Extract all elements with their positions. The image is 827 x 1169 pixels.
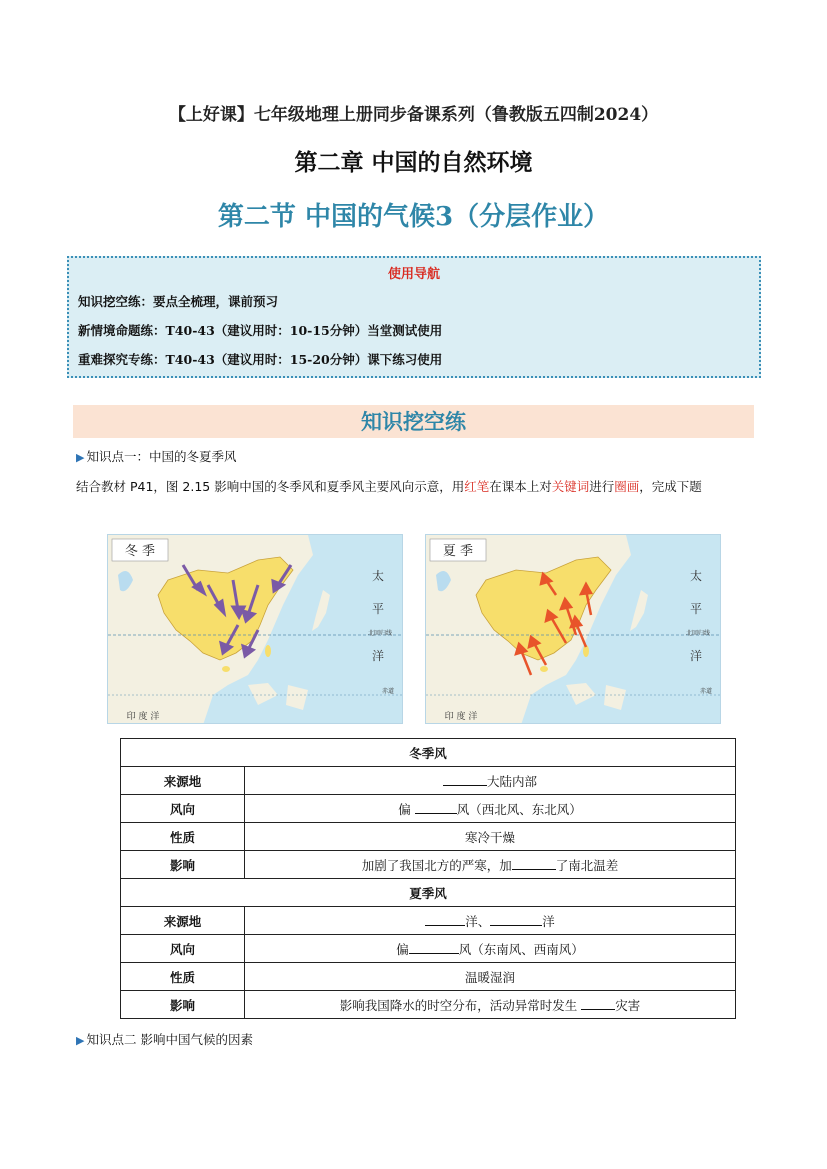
row-label: 风向 [121,935,245,963]
row-label: 影响 [121,991,245,1019]
guide-title: 使用导航 [387,267,440,282]
table-row [121,823,736,851]
table-row [121,795,736,823]
equator-label: 赤道 [699,688,713,695]
table-row [121,963,736,991]
ocean-label: 洋 [689,649,703,663]
monsoon-table [120,738,736,1019]
summer-monsoon-map [425,534,721,724]
table-cell: 温暖湿润 [245,963,736,991]
fill-blank[interactable] [490,913,542,926]
table-row [121,851,736,879]
indian-ocean-label: 印 度 洋 [126,712,160,722]
instruction-text: ，完成下题 [639,479,702,494]
instruction-text: 结合教材 P41，图 2.15 影响中国的冬季风和夏季风主要风向示意，用 [76,479,465,494]
table-row [121,767,736,795]
guide-line-knowledge: 知识挖空练：要点全梳理，课前预习 [78,294,279,309]
instruction-text: 在课本上对 [489,479,552,494]
winter-monsoon-header: 冬季风 [121,739,736,767]
knowledge-point-2 [76,1030,253,1048]
fill-blank[interactable] [425,913,465,926]
ocean-label: 太 [371,569,385,583]
table-cell: 偏 风（东南风、西南风） [245,935,736,963]
fill-blank[interactable] [581,997,615,1010]
table-cell: 偏 风（西北风、东北风） [245,795,736,823]
row-label: 性质 [121,823,245,851]
summer-monsoon-header: 夏季风 [121,879,736,907]
series-title: 【上好课】七年级地理上册同步备课系列（鲁教版五四制2024） [168,105,659,125]
tropic-label: 北回归线 [367,630,393,637]
usage-guide-box [67,256,761,378]
triangle-marker-icon: ▶ [76,451,85,464]
ocean-label: 太 [689,569,703,583]
knowledge-point-2-title: 知识点二 影响中国气候的因素 [86,1032,253,1047]
table-cell: 大陆内部 [245,767,736,795]
section-title: 第二节 中国的气候3（分层作业） [217,202,610,232]
knowledge-point-1 [76,447,236,465]
map-season-label: 夏 季 [442,544,474,559]
table-header-row [121,739,736,767]
instruction-highlight: 圈画 [614,479,640,494]
table-cell: 加剧了我国北方的严寒，加 了南北温差 [245,851,736,879]
fill-blank[interactable] [443,773,487,786]
fill-blank[interactable] [409,941,459,954]
table-row [121,991,736,1019]
chapter-title: 第二章 中国的自然环境 [294,149,533,176]
tropic-label: 北回归线 [685,630,711,637]
ocean-label: 洋 [371,649,385,663]
guide-line-advanced: 重难探究专练：T40-43（建议用时：15-20分钟）课下练习使用 [78,352,443,367]
instruction-paragraph [76,474,756,500]
equator-label: 赤道 [381,688,395,695]
row-label: 来源地 [121,767,245,795]
ocean-label: 平 [689,602,703,616]
table-cell: 影响我国降水的时空分布，活动异常时发生 灾害 [245,991,736,1019]
map-season-label: 冬 季 [124,544,156,559]
fill-blank[interactable] [512,857,556,870]
table-header-row [121,879,736,907]
row-label: 来源地 [121,907,245,935]
ocean-label: 平 [371,602,385,616]
triangle-marker-icon: ▶ [76,1034,85,1047]
fill-blank[interactable] [415,801,457,814]
row-label: 影响 [121,851,245,879]
table-cell: 洋、 洋 [245,907,736,935]
row-label: 性质 [121,963,245,991]
section-banner: 知识挖空练 [73,405,754,438]
guide-line-new-context: 新情境命题练：T40-43（建议用时：10-15分钟）当堂测试使用 [78,323,443,338]
winter-monsoon-map [107,534,403,724]
instruction-highlight: 红笔 [464,479,490,494]
table-row [121,935,736,963]
instruction-text: 进行 [589,479,615,494]
table-row [121,907,736,935]
row-label: 风向 [121,795,245,823]
indian-ocean-label: 印 度 洋 [444,712,478,722]
knowledge-point-1-title: 知识点一：中国的冬夏季风 [86,449,237,464]
instruction-highlight: 关键词 [551,479,590,494]
table-cell: 寒冷干燥 [245,823,736,851]
